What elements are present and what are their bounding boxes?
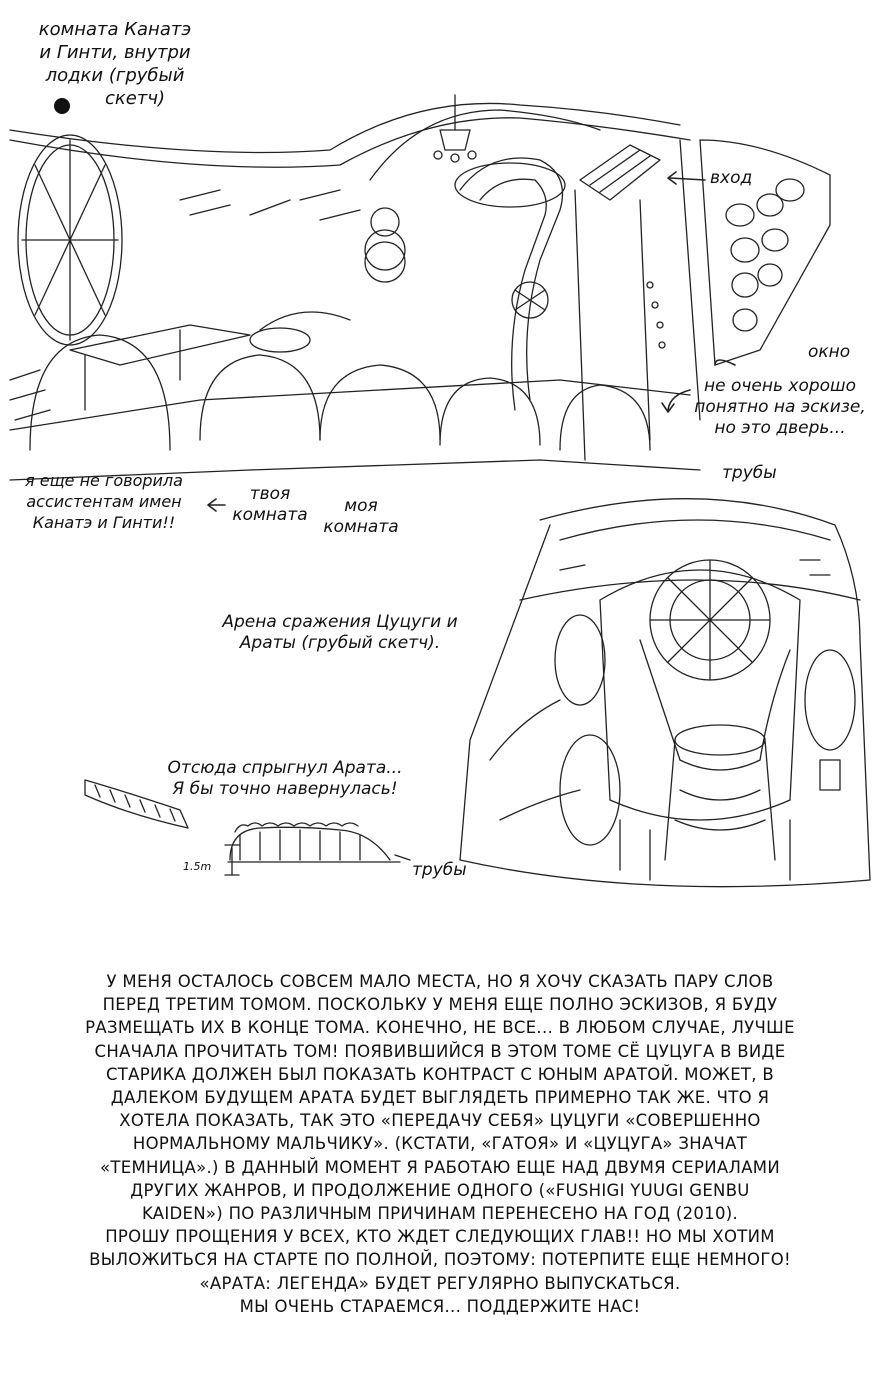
jump-note-line: Отсюда спрыгнул Арата... xyxy=(167,758,403,778)
your-room-line: твоя xyxy=(249,484,291,504)
annotation-arrows xyxy=(208,172,735,511)
pipes-bottom-label: трубы xyxy=(412,860,467,880)
arena-caption-line: Арена сражения Цуцуги и xyxy=(222,612,458,632)
author-note-line: ДРУГИХ ЖАНРОВ, И ПРОДОЛЖЕНИЕ ОДНОГО («FUSHIGI YUUGI GENBU xyxy=(130,1180,750,1200)
author-note-line: ХОТЕЛА ПОКАЗАТЬ, ТАК ЭТО «ПЕРЕДАЧУ СЕБЯ» ЦУЦУГИ «СОВЕРШЕННО xyxy=(119,1111,761,1131)
author-note-line: ДАЛЕКОМ БУДУЩЕМ АРАТА БУДЕТ ВЫГЛЯДЕТЬ ПРИМЕРНО ТАК ЖЕ. ЧТО Я xyxy=(110,1088,770,1108)
window-label: окно xyxy=(808,342,851,362)
your-room-line: комната xyxy=(232,505,308,525)
arena-sketch xyxy=(460,499,870,887)
jump-note-line: Я бы точно навернулась! xyxy=(172,779,398,799)
my-room-line: моя xyxy=(344,496,378,516)
door-note xyxy=(685,376,875,439)
author-note-line: У МЕНЯ ОСТАЛОСЬ СОВСЕМ МАЛО МЕСТА, НО Я ХОЧУ СКАЗАТЬ ПАРУ СЛОВ xyxy=(106,972,774,991)
author-note-line: ВЫЛОЖИТЬСЯ НА СТАРТЕ ПО ПОЛНОЙ, ПОЭТОМУ: ПОТЕРПИТЕ ЕЩЕ НЕМНОГО! xyxy=(89,1250,791,1270)
author-note-line: KAIDEN») ПО РАЗЛИЧНЫМ ПРИЧИНАМ ПЕРЕНЕСЕНО НА ГОД (2010). xyxy=(141,1204,739,1224)
height-mark: 1.5m xyxy=(183,860,212,873)
author-note-line: СНАЧАЛА ПРОЧИТАТЬ ТОМ! ПОЯВИВШИЙСЯ В ЭТОМ ТОМЕ СЁ ЦУЦУГА В ВИДЕ xyxy=(94,1041,786,1061)
assistants-note-line: Канатэ и Гинти!! xyxy=(32,513,176,532)
door-note-line: понятно на эскизе, xyxy=(694,397,866,417)
room-caption-line: скетч) xyxy=(105,88,165,109)
room-caption-line: лодки (грубый xyxy=(45,65,185,86)
pipes-top-label: трубы xyxy=(722,463,777,483)
author-note-line: НОРМАЛЬНОМУ МАЛЬЧИКУ». (КСТАТИ, «ГАТОЯ» И «ЦУЦУГА» ЗНАЧАТ xyxy=(132,1134,748,1154)
author-note-line: МЫ ОЧЕНЬ СТАРАЕМСЯ... ПОДДЕРЖИТЕ НАС! xyxy=(239,1296,641,1316)
author-note-line: РАЗМЕЩАТЬ ИХ В КОНЦЕ ТОМА. КОНЕЧНО, НЕ ВСЕ... В ЛЮБОМ СЛУЧАЕ, ЛУЧШЕ xyxy=(85,1018,795,1038)
assistants-note-line: я еще не говорила xyxy=(25,471,183,490)
your-room-label xyxy=(222,484,318,526)
arena-caption-line: Араты (грубый скетч). xyxy=(239,633,441,653)
author-notes xyxy=(10,970,870,1318)
my-room-label xyxy=(313,496,409,538)
author-note-line: ПРОШУ ПРОЩЕНИЯ У ВСЕХ, КТО ЖДЕТ СЛЕДУЮЩИХ ГЛАВ!! НО МЫ ХОТИМ xyxy=(105,1227,775,1247)
room-caption xyxy=(15,18,215,110)
assistants-note xyxy=(8,470,200,533)
room-caption-line: и Гинти, внутри xyxy=(39,42,191,63)
door-note-line: но это дверь... xyxy=(714,418,846,438)
entrance-label: вход xyxy=(710,168,753,188)
jump-note xyxy=(160,758,410,800)
my-room-line: комната xyxy=(323,517,399,537)
assistants-note-line: ассистентам имен xyxy=(26,492,182,511)
door-note-line: не очень хорошо xyxy=(703,376,857,396)
room-caption-line: комната Канатэ xyxy=(38,19,192,40)
author-note-line: «АРАТА: ЛЕГЕНДА» БУДЕТ РЕГУЛЯРНО ВЫПУСКАТЬСЯ. xyxy=(199,1273,681,1293)
author-note-line: ПЕРЕД ТРЕТИМ ТОМОМ. ПОСКОЛЬКУ У МЕНЯ ЕЩЕ ПОЛНО ЭСКИЗОВ, Я БУДУ xyxy=(102,995,778,1015)
author-note-line: СТАРИКА ДОЛЖЕН БЫЛ ПОКАЗАТЬ КОНТРАСТ С ЮНЫМ АРАТОЙ. МОЖЕТ, В xyxy=(105,1064,775,1084)
arena-caption xyxy=(210,612,470,654)
author-note-line: «ТЕМНИЦА».) В ДАННЫЙ МОМЕНТ Я РАБОТАЮ ЕЩЕ НАД ДВУМЯ СЕРИАЛАМИ xyxy=(100,1157,780,1177)
